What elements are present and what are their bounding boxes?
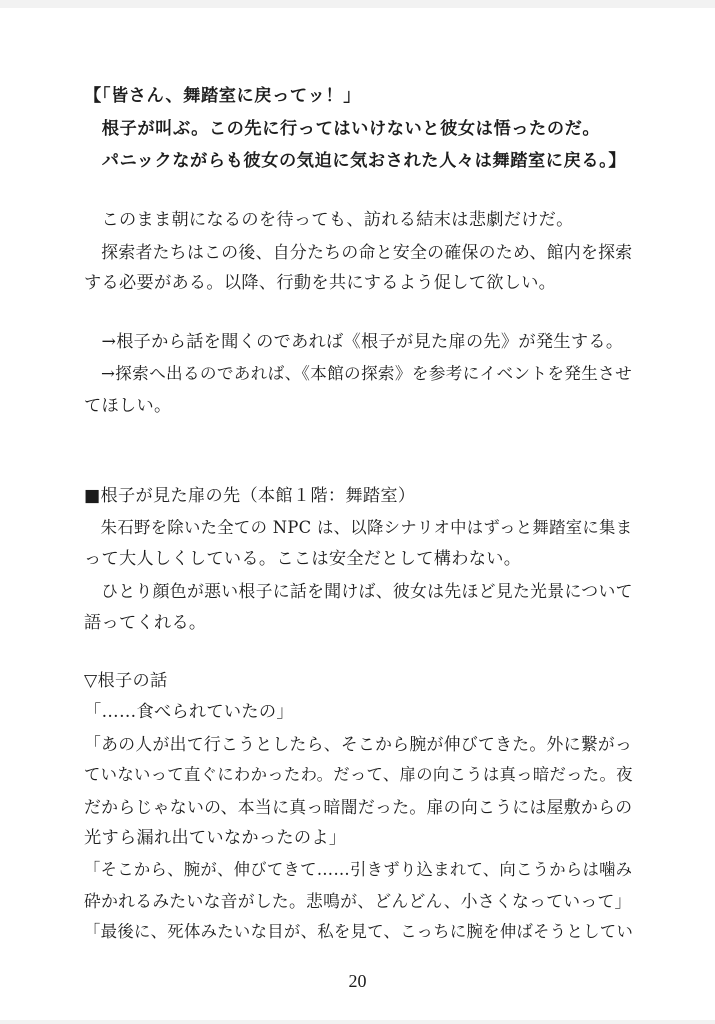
- dialogue-line: 「あの人が出て行こうとしたら、そこから腕が伸びてきた。外に繋がっ: [84, 734, 633, 754]
- dialogue-line: 「そこから、腕が、伸びてきて……引きずり込まれて、向こうからは噛み: [84, 860, 633, 879]
- paragraph-line: って大人しくしている。ここは安全だとして構わない。: [84, 549, 522, 569]
- page-number: 20: [348, 971, 367, 991]
- dialogue-line: 「最後に、死体みたいな目が、私を見て、こっちに腕を伸ばそうとしてい: [84, 922, 634, 941]
- dialogue-line: 砕かれるみたいな音がした。悲鳴が、どんどん、小さくなっていって」: [84, 891, 632, 911]
- paragraph-line: てほしい。: [84, 396, 172, 416]
- branch-line: →探索へ出るのであれば、《本館の探索》を参考にイベントを発生させ: [84, 364, 633, 383]
- subsection-heading: ▽根子の話: [84, 671, 168, 691]
- dialogue-line: ていないって直ぐにわかったわ。だって、扉の向こうは真っ暗だった。夜: [84, 765, 633, 784]
- branch-line: →根子から話を聞くのであれば《根子が見た扉の先》が発生する。: [84, 332, 624, 352]
- paragraph-line: ひとり顔色が悪い根子に話を聞けば、彼女は先ほど見た光景について: [84, 581, 633, 601]
- bold-quote-line: 【「皆さん、舞踏室に戻ってッ！」: [84, 86, 362, 106]
- document-page: [0, 8, 715, 1020]
- paragraph-line: このまま朝になるのを待っても、訪れる結末は悲劇だけだ。: [84, 210, 574, 230]
- dialogue-line: だからじゃないの、本当に真っ暗闇だった。扉の向こうには屋敷からの: [84, 797, 633, 817]
- bold-narration-line: 根子が叫ぶ。この先に行ってはいけないと彼女は悟ったのだ。: [84, 119, 601, 139]
- dialogue-line: 光すら漏れ出ていなかったのよ」: [84, 828, 347, 848]
- paragraph-line: 語ってくれる。: [84, 613, 207, 633]
- paragraph-line: 朱石野を除いた全ての NPC は、以降シナリオ中はずっと舞踏室に集ま: [84, 518, 633, 537]
- dialogue-line: 「……食べられていたの」: [84, 702, 294, 722]
- paragraph-line: する必要がある。以降、行動を共にするよう促して欲しい。: [84, 273, 557, 293]
- paragraph-line: 探索者たちはこの後、自分たちの命と安全の確保のため、館内を探索: [84, 242, 633, 262]
- bold-narration-line: パニックながらも彼女の気迫に気おされた人々は舞踏室に戻る。】: [84, 151, 627, 171]
- section-heading: ■根子が見た扉の先（本館１階：舞踏室）: [84, 486, 416, 506]
